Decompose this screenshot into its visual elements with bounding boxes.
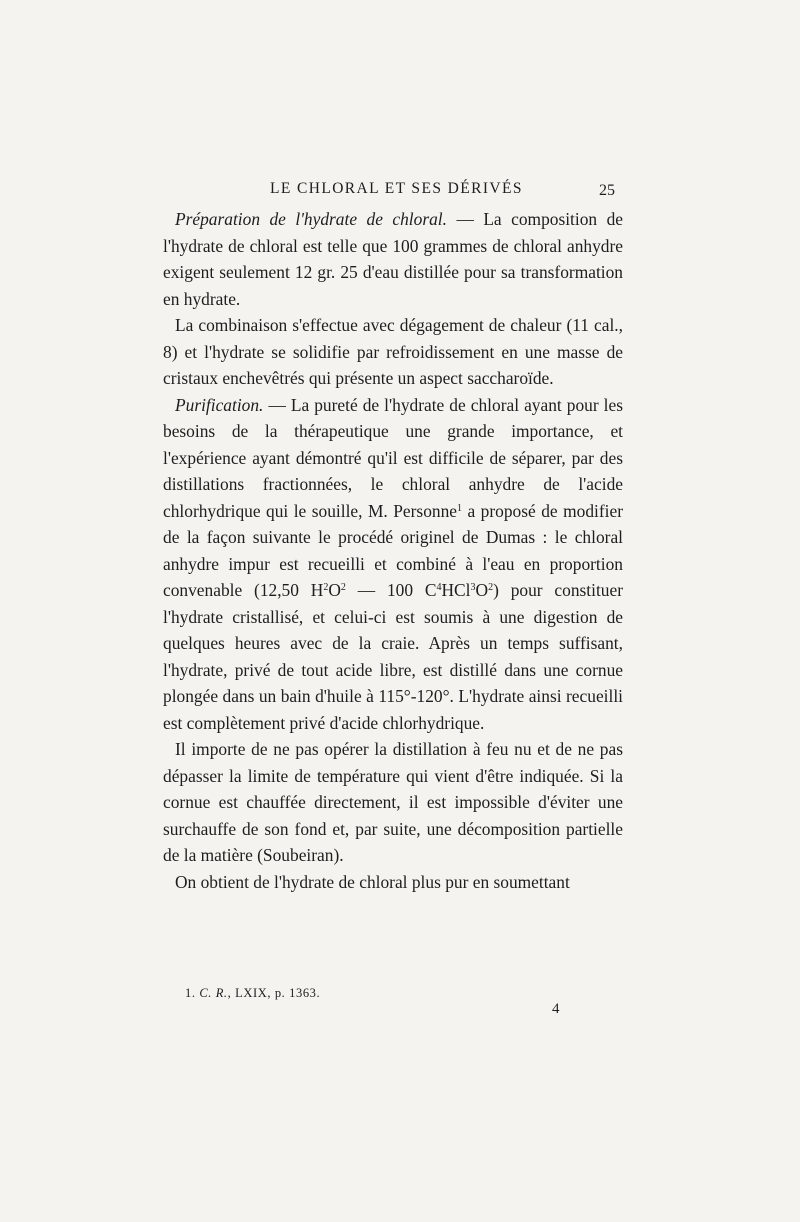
signature-mark: 4 [552,1001,560,1017]
running-title: LE CHLORAL ET SES DÉRIVÉS [270,180,523,197]
footnote-reference: 1 [457,502,462,514]
footnote [185,986,320,1001]
formula-superscript: 2 [488,582,494,593]
section-heading-preparation: Préparation de l'hydrate de chloral. [175,209,447,229]
formula-text: HCl [441,580,471,600]
formula-text: O [328,580,341,600]
footnote-source: C. R. [199,986,228,1000]
paragraph-text: a proposé de modifier de la façon suivante le procédé originel de Dumas : le chloral anhydre impur est recueilli et combiné à l'eau en proportion convenable (12,50 H [163,500,623,600]
paragraph-continuation [163,869,623,896]
page-number: 25 [599,182,615,199]
paragraph-text: — La pureté de l'hydrate de chloral ayant pour les besoins de la thérapeutique une grande importance, et l'expérience ayant démontré qu'il est difficile de séparer, par des distillations fractionnées, le chloral anhydre de l'acide chlorhydrique qui le souille, M. Personne [163,394,623,521]
formula-superscript: 2 [340,582,346,593]
formula-superscript: 3 [470,582,476,593]
paragraph-purification [163,392,623,737]
paragraph-preparation [163,206,623,312]
paragraph-combinaison [163,312,623,392]
formula-text: — 100 C [345,580,437,600]
formula-superscript: 4 [436,582,442,593]
paragraph-text: On obtient de l'hydrate de chloral plus pur en soumettant [175,871,570,892]
paragraph-distillation [163,736,623,869]
running-head [163,176,623,206]
formula-text: O [475,580,489,600]
footnote-text: , LXIX, p. 1363. [227,986,321,1000]
page-body [163,176,623,895]
paragraph-text: Il importe de ne pas opérer la distillation à feu nu et de ne pas dépasser la limite de température qui vient d'être indiquée. Si la cornue est chauffée directement, il est impossible d'éviter une surchauffe de son fond et, par suite, une décomposition partielle de la matière (Soubeiran). [163,739,623,865]
paragraph-text: — La composition de l'hydrate de chloral est telle que 100 grammes de chloral anhydre exigent seulement 12 gr. 25 d'eau distillée pour sa transformation en hydrate. [163,209,623,309]
section-heading-purification: Purification. [175,394,264,415]
formula-superscript: 2 [323,582,329,593]
paragraph-text: La combinaison s'effectue avec dégagement de chaleur (11 cal., 8) et l'hydrate se solidifie par refroidissement en une masse de cristaux enchevêtrés qui présente un aspect saccharoïde. [163,315,623,388]
footnote-number: 1. [185,986,196,1000]
paragraph-text: ) pour constituer l'hydrate cristallisé, et celui-ci est soumis à une digestion de quelques heures avec de la craie. Après un temps suffisant, l'hydrate, privé de tout acide libre, est distillé dans une cornue plongée dans un bain d'huile à 115°-120°. L'hydrate ainsi recueilli est complètement privé d'acide chlorhydrique. [163,580,623,733]
